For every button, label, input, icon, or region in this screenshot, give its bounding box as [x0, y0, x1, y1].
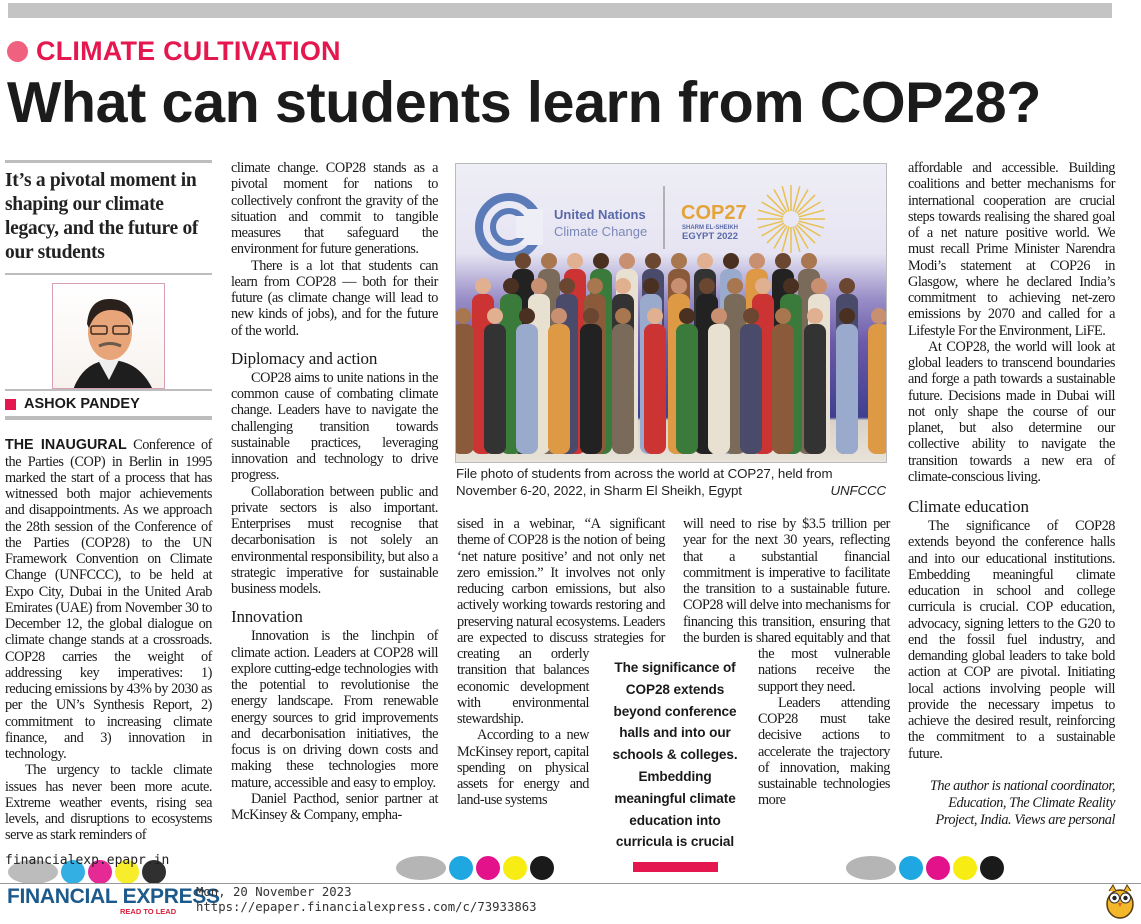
- person-head: [643, 278, 659, 294]
- section-kicker: [7, 36, 341, 67]
- reg-mark-cyan: [899, 856, 923, 880]
- registration-marks: [396, 856, 554, 880]
- person-body: [740, 324, 762, 454]
- person-head: [593, 253, 609, 269]
- registration-marks: [846, 856, 1004, 880]
- person-head: [807, 308, 823, 324]
- person-body: [484, 324, 506, 454]
- kicker-dot-icon: [7, 41, 28, 62]
- photo-caption: [456, 466, 886, 499]
- reg-mark-gray: [846, 856, 896, 880]
- byline: [5, 389, 212, 420]
- person-head: [619, 253, 635, 269]
- sun-ray: [793, 227, 800, 252]
- un-logo-text: United Nations: [554, 207, 646, 222]
- person-body: [676, 324, 698, 454]
- person-body: [804, 324, 826, 454]
- reg-mark-cyan: [449, 856, 473, 880]
- body-paragraph: Conference of the Parties (COP) in Berlin in 1995 marked the start of a process that has witnessed both major achievements and disappointments. As we approach the 28th session of the Conference of the Parties (COP28) to the UN Framework Convention on Climate Change (UNFCCC), to be held at Expo City, Dubai in the United Arab Emirates (UAE) from November 30 to December 12, the global dialogue on climate change stands at a crossroads. COP28 carries the weight of addressing key imperatives: 1) reducing emissions by 43% by 2030 as per the UN’s Synthesis Report, 2) commitment to increasing climate finance, and 3) innovation in technology.: [5, 437, 212, 762]
- person-head: [749, 253, 765, 269]
- cop27-group-photo: [455, 163, 887, 463]
- person-head: [775, 253, 791, 269]
- person-head: [743, 308, 759, 324]
- owl-icon[interactable]: [1104, 883, 1136, 919]
- person-head: [839, 308, 855, 324]
- subheading: Climate education: [908, 497, 1029, 516]
- person-head: [671, 253, 687, 269]
- body-paragraph: The significance of COP28 extends beyond the conference halls and into our educational institutions. Embedding meaningful climate education in school and college curricula is crucial. COP education, advocacy, signing letters to the G20 to end the fossil fuel industry, and demanding global leaders to take bold action at COP are pivotal. Initiating local actions involving people will provide the necessary impetus to achieve the desired result, reinforcing the commitment to a sustainable future.: [908, 518, 1115, 762]
- body-paragraph: Daniel Pacthod, senior partner at McKinsey & Company, empha-: [231, 790, 438, 823]
- person-body: [612, 324, 634, 454]
- person-head: [519, 308, 535, 324]
- pull-quote-text: The significance of COP28 extends beyond conference halls and into our schools & colleges. Embedding meaningful climate education into curricula is crucial: [612, 660, 738, 850]
- person-head: [775, 308, 791, 324]
- person-head: [645, 253, 661, 269]
- person-head: [699, 278, 715, 294]
- person-head: [503, 278, 519, 294]
- body-paragraph: will need to rise by $3.5 trillion per year for the next 30 years, reflecting that a substantial financial commitment is imperative to facilitate the transition to a sustainable future. COP28 will delve into mechanisms for financing this transition, ensuring that the burden is shared equitably and that the most vulnerable nations receive the support they need.: [683, 516, 890, 695]
- person-head: [567, 253, 583, 269]
- brand-tagline: READ TO LEAD: [120, 907, 177, 916]
- sun-ray: [758, 221, 783, 228]
- body-paragraph: climate change. COP28 stands as a pivotal moment for nations to collectively confront the gravity of the situation and commit to tangible measures that safeguard the environment for future generations.: [231, 160, 438, 258]
- body-paragraph: COP28 aims to unite nations in the common cause of combating climate change. Leaders have to navigate the challenging transition towards sustainable practices, leveraging innovation and technology to drive progress.: [231, 369, 438, 484]
- column-5: [908, 160, 1115, 829]
- person-body: [836, 324, 858, 454]
- person-head: [551, 308, 567, 324]
- person-body: [772, 324, 794, 454]
- person-head: [811, 278, 827, 294]
- reg-mark-magenta: [926, 856, 950, 880]
- standfirst: It’s a pivotal moment in shaping our climate legacy, and the future of our students: [5, 170, 199, 263]
- person-head: [531, 278, 547, 294]
- byline-square-icon: [5, 399, 16, 410]
- person-head: [783, 278, 799, 294]
- footer-meta: [196, 885, 537, 915]
- photo-credit: UNFCCC: [830, 482, 886, 498]
- body-paragraph: sised in a webinar, “A significant theme of COP28 is the notion of being ‘net nature positive’ and not only net zero emission.” It involves not only reducing carbon emissions, but also actively working towards restoring and preserving natural ecosystems. Leaders are expected to discuss strategies for creating an orderly transition that balances economic development with environmental stewardship.: [457, 516, 665, 727]
- reg-mark-gray: [396, 856, 446, 880]
- body-paragraph: Leaders attending COP28 must take decisive actions to accelerate the trajectory of innovation, making sustainable technologies more: [758, 694, 890, 809]
- svg-text:EGYPT 2022: EGYPT 2022: [682, 231, 738, 242]
- source-watermark: financialexp.epapr.in: [5, 853, 170, 868]
- subheading: Diplomacy and action: [231, 348, 378, 368]
- reg-mark-yellow: [953, 856, 977, 880]
- body-paragraph: According to a new McKinsey report, capital spending on physical assets for energy and land-use systems: [457, 727, 589, 809]
- person-body: [580, 324, 602, 454]
- edition-date: Mon, 20 November 2023: [196, 885, 352, 899]
- epaper-url[interactable]: https://epaper.financialexpress.com/c/73933863: [196, 900, 537, 914]
- person-body: [868, 324, 887, 454]
- person-head: [671, 278, 687, 294]
- person-body: [644, 324, 666, 454]
- person-body: [516, 324, 538, 454]
- pull-quote: [603, 657, 747, 872]
- person-head: [679, 308, 695, 324]
- person-body: [708, 324, 730, 454]
- person-head: [839, 278, 855, 294]
- body-paragraph: Collaboration between public and private sectors is also important. Enterprises must recognise that decarbonisation is not solely an environmental responsibility, but also a strategic imperative for sustainable business models.: [231, 483, 439, 597]
- person-head: [515, 253, 531, 269]
- body-paragraph: There is a lot that students can learn from COP28 — both for their future (as climate change will lead to new kinds of jobs), and for the future of the world.: [231, 257, 438, 339]
- sun-ray: [782, 227, 789, 252]
- person-head: [475, 278, 491, 294]
- sun-ray: [799, 210, 824, 217]
- sun-ray: [782, 186, 789, 211]
- person-head: [615, 278, 631, 294]
- reg-mark-black: [530, 856, 554, 880]
- sun-ray: [799, 221, 824, 228]
- pull-quote-bar: [633, 862, 718, 872]
- sun-ray: [793, 186, 800, 211]
- person-head: [723, 253, 739, 269]
- column-1: [5, 160, 212, 844]
- person-head: [541, 253, 557, 269]
- person-head: [487, 308, 503, 324]
- person-body: [548, 324, 570, 454]
- column-2: [231, 160, 438, 823]
- person-head: [615, 308, 631, 324]
- person-head: [711, 308, 727, 324]
- person-head: [559, 278, 575, 294]
- author-note: The author is national coordinator, Education, The Climate Reality Project, India. Views are personal: [929, 777, 1115, 828]
- person-head: [647, 308, 663, 324]
- person-head: [755, 278, 771, 294]
- un-logo-subtext: Climate Change: [554, 224, 648, 239]
- body-paragraph: affordable and accessible. Building coalitions and better mechanisms for international cooperation are crucial steps towards realising the shared goal of a net nature positive world. We must recall Prime Minister Narendra Modi’s statement at COP26 in Glasgow, where he declared India’s commitment to achieving net-zero emissions by 2070 and called for a Lifestyle For the Environment, LiFE.: [908, 160, 1115, 339]
- headline: What can students learn from COP28?: [7, 71, 1041, 135]
- brand-logo[interactable]: FINANCIAL EXPRESS: [7, 885, 220, 908]
- kicker-text: CLIMATE CULTIVATION: [36, 36, 341, 66]
- lead-in: THE INAUGURAL: [5, 437, 127, 454]
- sun-ray: [758, 210, 783, 217]
- body-paragraph: Innovation is the linchpin of climate action. Leaders at COP28 will explore cutting-edge technologies with the potential to revolutionise the energy landscape. From renewable energy sources to grid improvements and decarbonisation initiatives, the focus is on driving down costs and making these technologies more mature, accessible and easy to employ.: [231, 628, 438, 791]
- reg-mark-black: [980, 856, 1004, 880]
- person-body: [456, 324, 474, 454]
- svg-text:SHARM EL-SHEIKH: SHARM EL-SHEIKH: [682, 225, 739, 231]
- person-head: [697, 253, 713, 269]
- reg-mark-magenta: [476, 856, 500, 880]
- person-head: [801, 253, 817, 269]
- person-head: [456, 308, 471, 324]
- body-paragraph: At COP28, the world will look at global leaders to transcend boundaries and forge a path towards a sustainable future. Decisions made in Dubai will not only shape the course of our planet, but also determine our collective ability to navigate the transition towards a new era of climate-conscious living.: [908, 338, 1115, 485]
- footer-divider: [0, 883, 1141, 884]
- caption-text: File photo of students from across the world at COP27, held from November 6-20, 2022, in Sharm El Sheikh, Egypt: [456, 466, 833, 498]
- person-head: [871, 308, 887, 324]
- person-head: [727, 278, 743, 294]
- author-name[interactable]: ASHOK PANDEY: [24, 396, 140, 412]
- divider: [5, 273, 212, 275]
- cop27-logo-text: COP27: [681, 202, 747, 224]
- top-scrollbar[interactable]: [8, 3, 1112, 18]
- divider: [5, 160, 212, 163]
- body-paragraph: The urgency to tackle climate issues has never been more acute. Extreme weather events, rising sea levels, and disruptions to ecosystems serve as stark reminders of: [5, 762, 212, 844]
- person-head: [583, 308, 599, 324]
- reg-mark-yellow: [503, 856, 527, 880]
- person-head: [587, 278, 603, 294]
- subheading: Innovation: [231, 607, 303, 627]
- author-portrait: [52, 283, 165, 389]
